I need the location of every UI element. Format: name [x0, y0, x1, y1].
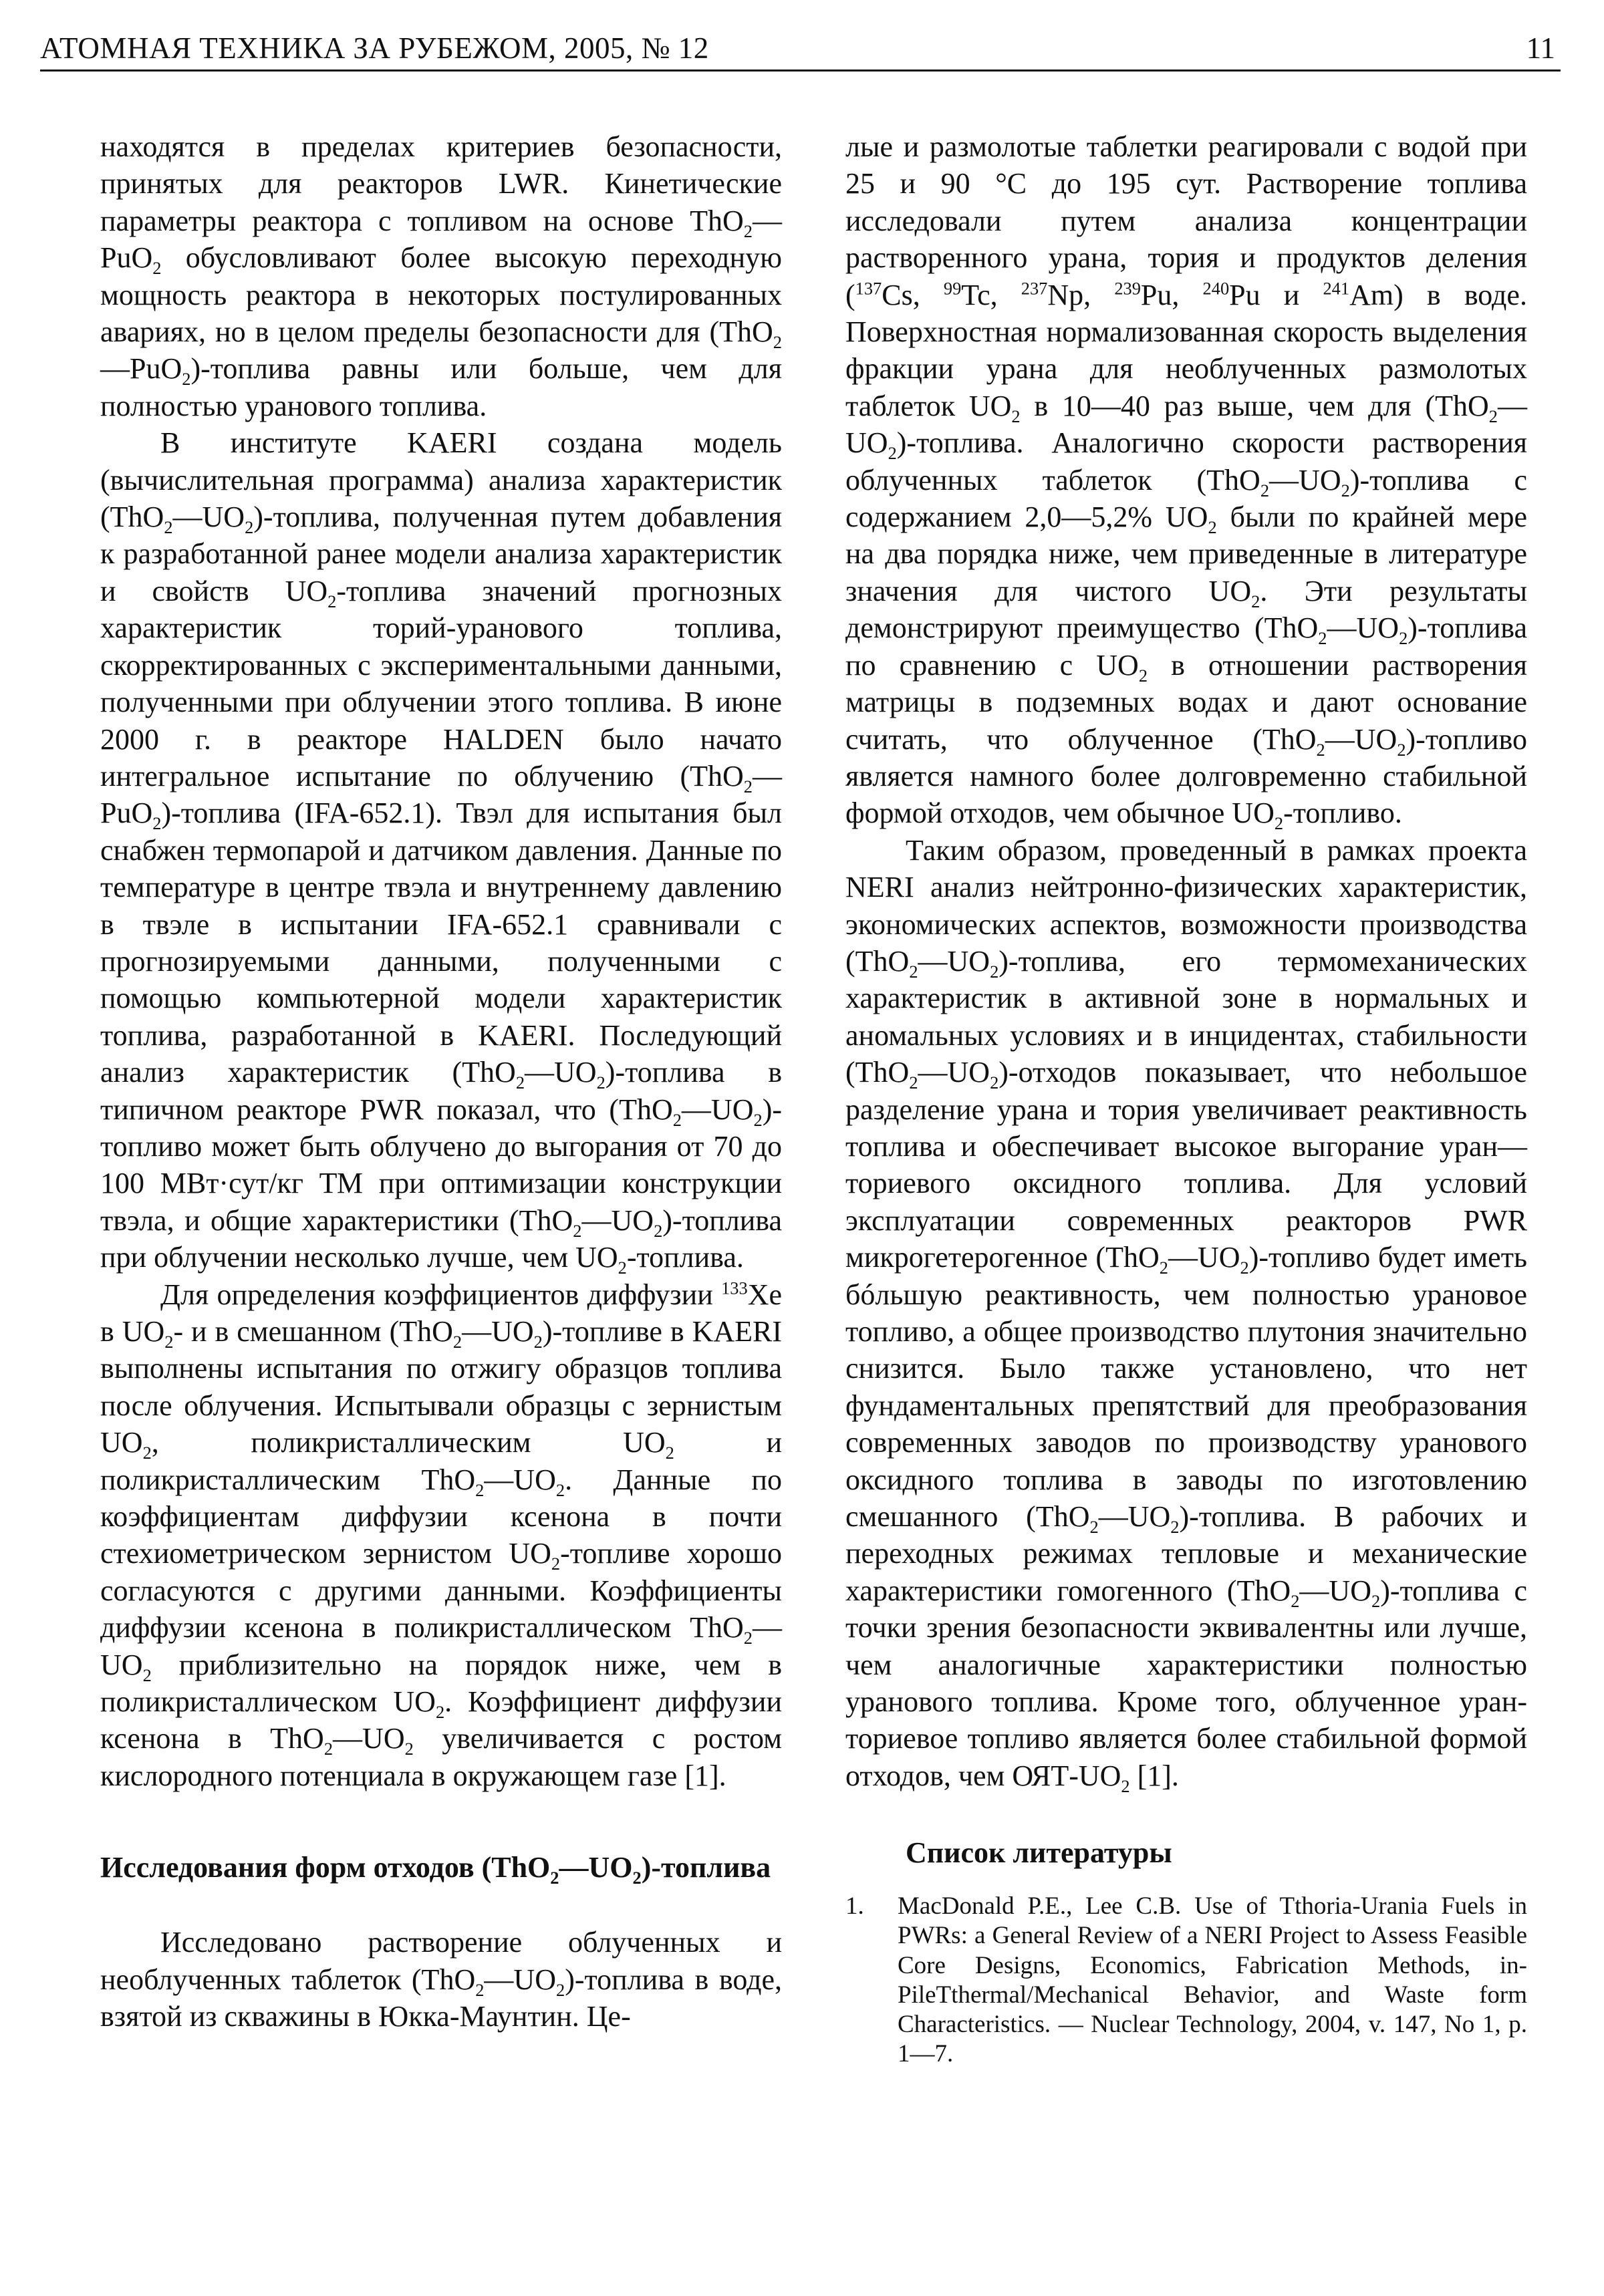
reference-item: [845, 1892, 1527, 2069]
paragraph: Исследовано растворение облученных и необлученных таблеток $(ThO_2—UO_2)$-топлива в воде, взятой из скважины в Юкка-Маунтин. Це-: [100, 1926, 782, 2033]
paragraph: Для определения коэффициентов диффузии $^{133}$Xe в $UO_2-$ и в смешанном $(ThO_2—UO_2)$-топливе в KAERI выполнены испытания по отжигу образцов топлива после облучения. Испытывали образцы с зернистым $UO_2$, поликристаллическим $UO_2$ и поликристаллическим $ThO_2—UO_2$. Данные по коэффициентам диффузии ксенона в почти стехиометрическом зернистом $UO_2$-топливе хорошо согласуются с другими данными. Коэффициенты диффузии ксенона в поликристаллическом $ThO_2—UO_2$ приблизительно на порядок ниже, чем в поликристаллическом $UO_2$. Коэффициент диффузии ксенона в $ThO_2—UO_2$ увеличивается с ростом кислородного потенциала в окружающем газе [1].: [100, 1277, 783, 1792]
paragraph: находятся в пределах критериев безопасности, принятых для реакторов LWR. Кинетические параметры реактора с топливом на основе ThO$_2$—PuO$_2$ обусловливают более высокую переходную мощность реактора в некоторых постулированных авариях, но в целом пределы безопасности для (ThO$_2$—PuO$_2$)-топлива равны или больше, чем для полностью уранового топлива.: [100, 130, 782, 422]
reference-text: MacDonald P.E., Lee C.B. Use of Tthoria-Urania Fuels in PWRs: a General Review of a NERI Project to Assess Feasible Core Designs, Economics, Fabrication Methods, in-PileTthermal/Mechanical Behavior, and Waste form Characteristics. — Nuclear Technology, 2004, v. 147, No 1, p. 1—7.: [898, 1892, 1527, 2068]
paragraph: Таким образом, проведенный в рамках проекта NERI анализ нейтронно-физических характеристик, экономических аспектов, возможности производства $(ThO_2—UO_2)$-топлива, его термомеханических характеристик в активной зоне в нормальных и аномальных условиях и в инцидентах, стабильности $(ThO_2—UO_2)$-отходов показывает, что небольшое разделение урана и тория увеличивает реактивность топлива и обеспечивает высокое выгорание уран—ториевого оксидного топлива. Для условий эксплуатации современных реакторов PWR микрогетерогенное $(ThO_2—UO_2)$-топливо будет иметь бóльшую реактивность, чем полностью урановое топливо, а общее производство плутония значительно снизится. Было также установлено, что нет фундаментальных препятствий для преобразования современных заводов по производству уранового оксидного топлива в заводы по изготовлению смешанного $(ThO_2—UO_2)$-топлива. В рабочих и переходных режимах тепловые и механические характеристики гомогенного $(ThO_2—UO_2)$-топлива с точки зрения безопасности эквивалентны или лучше, чем аналогичные характеристики полностью уранового топлива. Кроме того, облученное уран-ториевое топливо является более стабильной формой отходов, чем ОЯТ-$UO_2$ [1].: [845, 833, 1528, 1796]
right-column: [845, 128, 1527, 2069]
paragraph: В институте KAERI создана модель (вычислительная программа) анализа характеристик $(ThO_2—UO_2)$-топлива, полученная путем добавления к разработанной ранее модели анализа характеристик и свойств $UO_2$-топлива значений прогнозных характеристик торий-уранового топлива, скорректированных с экспериментальными данными, полученными при облучении этого топлива. В июне 2000 г. в реакторе HALDEN было начато интегральное испытание по облучению (ThO$_2$—PuO$_2$)-топлива (IFA-652.1). Твэл для испытания был снабжен термопарой и датчиком давления. Данные по температуре в центре твэла и внутреннему давлению в твэле в испытании IFA-652.1 сравнивали с прогнозируемыми данными, полученными с помощью компьютерной модели характеристик топлива, разработанной в KAERI. Последующий анализ характеристик $(ThO_2—UO_2)$-топлива в типичном реакторе PWR показал, что $(ThO_2—UO_2)$-топливо может быть облучено до выгорания от 70 до 100 МВт·сут/кг ТМ при оптимизации конструкции твэла, и общие характеристики $(ThO_2—UO_2)$-топлива при облучении несколько лучше, чем $UO_2$-топлива.: [100, 426, 782, 1278]
running-title: АТОМНАЯ ТЕХНИКА ЗА РУБЕЖОМ, 2005, № 12: [40, 31, 709, 65]
references-heading: Список литературы: [906, 1836, 1172, 1870]
page-number: 11: [1526, 31, 1555, 65]
reference-number: 1.: [845, 1892, 864, 1920]
paragraph: лые и размолотые таблетки реагировали с водой при 25 и 90 °C до 195 сут. Растворение топлива исследовали путем анализа концентрации растворенного урана, тория и продуктов деления ($^{137}$Cs, $^{99}$Tc, $^{237}$Np, $^{239}$Pu, $^{240}$Pu и $^{241}$Am) в воде. Поверхностная нормализованная скорость выделения фракции урана для необлученных размолотых таблеток $UO_2$ в 10—40 раз выше, чем для $(ThO_2—UO_2)$-топлива. Аналогично скорости растворения облученных таблеток $(ThO_2—UO_2)$-топлива с содержанием 2,0—5,2% $UO_2$ были по крайней мере на два порядка ниже, чем приведенные в литературе значения для чистого $UO_2$. Эти результаты демонстрируют преимущество $(ThO_2—UO_2)$-топлива по сравнению с $UO_2$ в отношении растворения матрицы в подземных водах и дают основание считать, что облученное $(ThO_2—UO_2)$-топливо является намного более долговременно стабильной формой отходов, чем обычное $UO_2$-топливо.: [845, 130, 1528, 834]
section-heading: Исследования форм отходов $(ThO_2—UO_2)$-топлива: [100, 1851, 771, 1888]
left-column: [100, 128, 782, 2035]
page-header: [40, 29, 1561, 71]
